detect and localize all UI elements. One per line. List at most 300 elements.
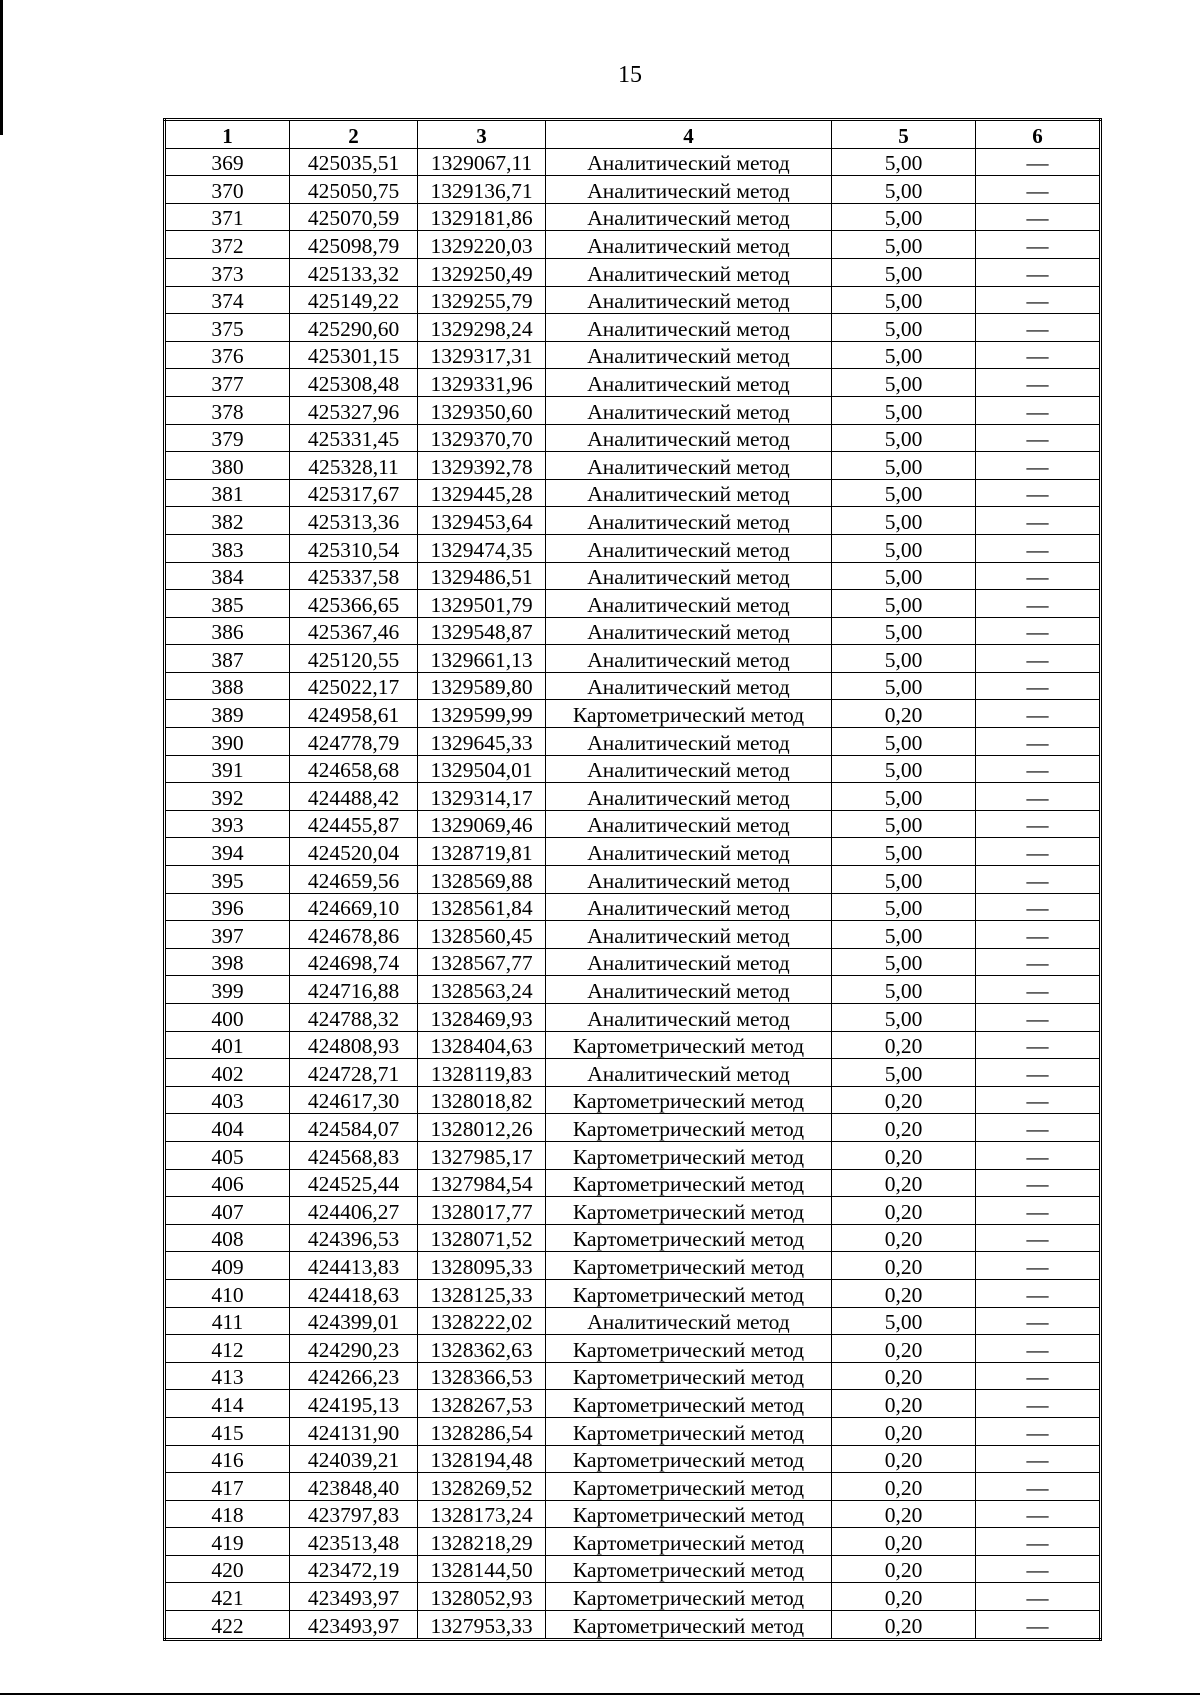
table-row [165, 148, 1101, 176]
x-coordinate-cell: 425308,48 [290, 369, 418, 397]
y-coordinate-cell: 1328469,93 [418, 1004, 546, 1032]
table-row [165, 645, 1101, 673]
point-number-cell: 408 [165, 1224, 290, 1252]
point-number-cell: 407 [165, 1197, 290, 1225]
table-row [165, 921, 1101, 949]
x-coordinate-cell: 424658,68 [290, 755, 418, 783]
description-cell: — [976, 369, 1101, 397]
accuracy-cell: 5,00 [832, 838, 976, 866]
y-coordinate-cell: 1329661,13 [418, 645, 546, 673]
table-row [165, 1445, 1101, 1473]
point-number-cell: 401 [165, 1031, 290, 1059]
description-cell: — [976, 258, 1101, 286]
y-coordinate-cell: 1328567,77 [418, 948, 546, 976]
description-cell: — [976, 1031, 1101, 1059]
y-coordinate-cell: 1328366,53 [418, 1362, 546, 1390]
description-cell: — [976, 976, 1101, 1004]
point-number-cell: 405 [165, 1141, 290, 1169]
table-row [165, 1252, 1101, 1280]
table-row [165, 976, 1101, 1004]
page-number: 15 [618, 62, 642, 88]
accuracy-cell: 5,00 [832, 672, 976, 700]
accuracy-cell: 0,20 [832, 1445, 976, 1473]
method-cell: Аналитический метод [546, 562, 832, 590]
method-cell: Картометрический метод [546, 1252, 832, 1280]
accuracy-cell: 5,00 [832, 1307, 976, 1335]
accuracy-cell: 5,00 [832, 893, 976, 921]
column-header: 6 [976, 120, 1101, 149]
y-coordinate-cell: 1328071,52 [418, 1224, 546, 1252]
y-coordinate-cell: 1329589,80 [418, 672, 546, 700]
y-coordinate-cell: 1329067,11 [418, 148, 546, 176]
accuracy-cell: 5,00 [832, 258, 976, 286]
method-cell: Картометрический метод [546, 1473, 832, 1501]
y-coordinate-cell: 1328144,50 [418, 1555, 546, 1583]
description-cell: — [976, 1279, 1101, 1307]
point-number-cell: 393 [165, 810, 290, 838]
x-coordinate-cell: 424788,32 [290, 1004, 418, 1032]
y-coordinate-cell: 1328563,24 [418, 976, 546, 1004]
table-row [165, 1004, 1101, 1032]
x-coordinate-cell: 425317,67 [290, 479, 418, 507]
method-cell: Картометрический метод [546, 1417, 832, 1445]
x-coordinate-cell: 424778,79 [290, 728, 418, 756]
description-cell: — [976, 1611, 1101, 1640]
accuracy-cell: 0,20 [832, 1086, 976, 1114]
x-coordinate-cell: 424520,04 [290, 838, 418, 866]
method-cell: Аналитический метод [546, 838, 832, 866]
point-number-cell: 383 [165, 534, 290, 562]
description-cell: — [976, 148, 1101, 176]
accuracy-cell: 0,20 [832, 1031, 976, 1059]
y-coordinate-cell: 1328560,45 [418, 921, 546, 949]
point-number-cell: 418 [165, 1500, 290, 1528]
table-row [165, 1307, 1101, 1335]
x-coordinate-cell: 425098,79 [290, 231, 418, 259]
x-coordinate-cell: 424406,27 [290, 1197, 418, 1225]
method-cell: Аналитический метод [546, 672, 832, 700]
method-cell: Аналитический метод [546, 810, 832, 838]
point-number-cell: 369 [165, 148, 290, 176]
point-number-cell: 375 [165, 314, 290, 342]
description-cell: — [976, 921, 1101, 949]
column-header: 2 [290, 120, 418, 149]
column-header: 5 [832, 120, 976, 149]
description-cell: — [976, 590, 1101, 618]
method-cell: Аналитический метод [546, 148, 832, 176]
method-cell: Аналитический метод [546, 1059, 832, 1087]
accuracy-cell: 0,20 [832, 1555, 976, 1583]
accuracy-cell: 5,00 [832, 866, 976, 894]
x-coordinate-cell: 424659,56 [290, 866, 418, 894]
column-header: 1 [165, 120, 290, 149]
table-row [165, 755, 1101, 783]
accuracy-cell: 0,20 [832, 1114, 976, 1142]
point-number-cell: 387 [165, 645, 290, 673]
accuracy-cell: 5,00 [832, 534, 976, 562]
description-cell: — [976, 1224, 1101, 1252]
method-cell: Картометрический метод [546, 1114, 832, 1142]
x-coordinate-cell: 425367,46 [290, 617, 418, 645]
y-coordinate-cell: 1329250,49 [418, 258, 546, 286]
y-coordinate-cell: 1329220,03 [418, 231, 546, 259]
method-cell: Аналитический метод [546, 755, 832, 783]
table-row [165, 590, 1101, 618]
accuracy-cell: 5,00 [832, 203, 976, 231]
y-coordinate-cell: 1328719,81 [418, 838, 546, 866]
accuracy-cell: 5,00 [832, 810, 976, 838]
header-row [165, 120, 1101, 149]
description-cell: — [976, 617, 1101, 645]
table-row [165, 396, 1101, 424]
y-coordinate-cell: 1329370,70 [418, 424, 546, 452]
table-row [165, 314, 1101, 342]
method-cell: Аналитический метод [546, 1307, 832, 1335]
method-cell: Картометрический метод [546, 1500, 832, 1528]
y-coordinate-cell: 1328052,93 [418, 1583, 546, 1611]
y-coordinate-cell: 1329181,86 [418, 203, 546, 231]
y-coordinate-cell: 1328125,33 [418, 1279, 546, 1307]
table-row [165, 534, 1101, 562]
description-cell: — [976, 452, 1101, 480]
y-coordinate-cell: 1328286,54 [418, 1417, 546, 1445]
table-row [165, 1611, 1101, 1640]
x-coordinate-cell: 424568,83 [290, 1141, 418, 1169]
method-cell: Аналитический метод [546, 617, 832, 645]
description-cell: — [976, 1004, 1101, 1032]
accuracy-cell: 0,20 [832, 1528, 976, 1556]
y-coordinate-cell: 1329486,51 [418, 562, 546, 590]
y-coordinate-cell: 1329350,60 [418, 396, 546, 424]
x-coordinate-cell: 424039,21 [290, 1445, 418, 1473]
accuracy-cell: 5,00 [832, 341, 976, 369]
x-coordinate-cell: 424669,10 [290, 893, 418, 921]
y-coordinate-cell: 1329392,78 [418, 452, 546, 480]
x-coordinate-cell: 425120,55 [290, 645, 418, 673]
point-number-cell: 380 [165, 452, 290, 480]
x-coordinate-cell: 425050,75 [290, 176, 418, 204]
accuracy-cell: 0,20 [832, 1252, 976, 1280]
accuracy-cell: 5,00 [832, 424, 976, 452]
x-coordinate-cell: 424195,13 [290, 1390, 418, 1418]
point-number-cell: 396 [165, 893, 290, 921]
column-header: 3 [418, 120, 546, 149]
method-cell: Аналитический метод [546, 921, 832, 949]
x-coordinate-cell: 423848,40 [290, 1473, 418, 1501]
point-number-cell: 400 [165, 1004, 290, 1032]
method-cell: Аналитический метод [546, 645, 832, 673]
table-row [165, 1059, 1101, 1087]
accuracy-cell: 0,20 [832, 700, 976, 728]
x-coordinate-cell: 425331,45 [290, 424, 418, 452]
description-cell: — [976, 672, 1101, 700]
method-cell: Аналитический метод [546, 341, 832, 369]
method-cell: Аналитический метод [546, 1004, 832, 1032]
y-coordinate-cell: 1329136,71 [418, 176, 546, 204]
x-coordinate-cell: 424808,93 [290, 1031, 418, 1059]
x-coordinate-cell: 424617,30 [290, 1086, 418, 1114]
method-cell: Картометрический метод [546, 1335, 832, 1363]
y-coordinate-cell: 1328267,53 [418, 1390, 546, 1418]
description-cell: — [976, 341, 1101, 369]
x-coordinate-cell: 423513,48 [290, 1528, 418, 1556]
y-coordinate-cell: 1329331,96 [418, 369, 546, 397]
table-row [165, 1086, 1101, 1114]
description-cell: — [976, 507, 1101, 535]
x-coordinate-cell: 425310,54 [290, 534, 418, 562]
description-cell: — [976, 286, 1101, 314]
y-coordinate-cell: 1328119,83 [418, 1059, 546, 1087]
y-coordinate-cell: 1329501,79 [418, 590, 546, 618]
accuracy-cell: 0,20 [832, 1197, 976, 1225]
table-row [165, 700, 1101, 728]
table-row [165, 1583, 1101, 1611]
accuracy-cell: 5,00 [832, 783, 976, 811]
accuracy-cell: 5,00 [832, 1004, 976, 1032]
method-cell: Картометрический метод [546, 700, 832, 728]
coordinates-table-container [163, 118, 1099, 1641]
x-coordinate-cell: 424290,23 [290, 1335, 418, 1363]
x-coordinate-cell: 424399,01 [290, 1307, 418, 1335]
point-number-cell: 388 [165, 672, 290, 700]
x-coordinate-cell: 424266,23 [290, 1362, 418, 1390]
point-number-cell: 409 [165, 1252, 290, 1280]
point-number-cell: 415 [165, 1417, 290, 1445]
description-cell: — [976, 562, 1101, 590]
accuracy-cell: 5,00 [832, 231, 976, 259]
method-cell: Аналитический метод [546, 976, 832, 1004]
accuracy-cell: 5,00 [832, 507, 976, 535]
y-coordinate-cell: 1329298,24 [418, 314, 546, 342]
method-cell: Картометрический метод [546, 1141, 832, 1169]
accuracy-cell: 0,20 [832, 1169, 976, 1197]
x-coordinate-cell: 423493,97 [290, 1583, 418, 1611]
point-number-cell: 384 [165, 562, 290, 590]
method-cell: Картометрический метод [546, 1279, 832, 1307]
x-coordinate-cell: 425133,32 [290, 258, 418, 286]
method-cell: Аналитический метод [546, 783, 832, 811]
accuracy-cell: 0,20 [832, 1141, 976, 1169]
method-cell: Аналитический метод [546, 479, 832, 507]
point-number-cell: 398 [165, 948, 290, 976]
table-row [165, 1031, 1101, 1059]
point-number-cell: 403 [165, 1086, 290, 1114]
y-coordinate-cell: 1329314,17 [418, 783, 546, 811]
table-row [165, 1224, 1101, 1252]
accuracy-cell: 0,20 [832, 1473, 976, 1501]
description-cell: — [976, 1197, 1101, 1225]
method-cell: Аналитический метод [546, 203, 832, 231]
point-number-cell: 374 [165, 286, 290, 314]
y-coordinate-cell: 1328095,33 [418, 1252, 546, 1280]
y-coordinate-cell: 1329255,79 [418, 286, 546, 314]
point-number-cell: 411 [165, 1307, 290, 1335]
description-cell: — [976, 1583, 1101, 1611]
x-coordinate-cell: 424525,44 [290, 1169, 418, 1197]
y-coordinate-cell: 1328404,63 [418, 1031, 546, 1059]
description-cell: — [976, 948, 1101, 976]
y-coordinate-cell: 1328018,82 [418, 1086, 546, 1114]
method-cell: Аналитический метод [546, 258, 832, 286]
y-coordinate-cell: 1328561,84 [418, 893, 546, 921]
point-number-cell: 420 [165, 1555, 290, 1583]
point-number-cell: 370 [165, 176, 290, 204]
point-number-cell: 379 [165, 424, 290, 452]
description-cell: — [976, 783, 1101, 811]
point-number-cell: 378 [165, 396, 290, 424]
point-number-cell: 402 [165, 1059, 290, 1087]
table-row [165, 783, 1101, 811]
accuracy-cell: 0,20 [832, 1500, 976, 1528]
accuracy-cell: 5,00 [832, 948, 976, 976]
accuracy-cell: 5,00 [832, 286, 976, 314]
table-row [165, 1114, 1101, 1142]
description-cell: — [976, 314, 1101, 342]
point-number-cell: 397 [165, 921, 290, 949]
description-cell: — [976, 1390, 1101, 1418]
point-number-cell: 413 [165, 1362, 290, 1390]
x-coordinate-cell: 424396,53 [290, 1224, 418, 1252]
point-number-cell: 385 [165, 590, 290, 618]
method-cell: Картометрический метод [546, 1224, 832, 1252]
accuracy-cell: 0,20 [832, 1390, 976, 1418]
accuracy-cell: 0,20 [832, 1611, 976, 1640]
accuracy-cell: 5,00 [832, 728, 976, 756]
method-cell: Аналитический метод [546, 866, 832, 894]
point-number-cell: 422 [165, 1611, 290, 1640]
accuracy-cell: 0,20 [832, 1279, 976, 1307]
accuracy-cell: 5,00 [832, 562, 976, 590]
description-cell: — [976, 479, 1101, 507]
accuracy-cell: 0,20 [832, 1362, 976, 1390]
point-number-cell: 373 [165, 258, 290, 286]
table-row [165, 1279, 1101, 1307]
accuracy-cell: 0,20 [832, 1335, 976, 1363]
description-cell: — [976, 838, 1101, 866]
description-cell: — [976, 1417, 1101, 1445]
accuracy-cell: 5,00 [832, 452, 976, 480]
y-coordinate-cell: 1327985,17 [418, 1141, 546, 1169]
description-cell: — [976, 424, 1101, 452]
description-cell: — [976, 1059, 1101, 1087]
method-cell: Картометрический метод [546, 1528, 832, 1556]
description-cell: — [976, 176, 1101, 204]
point-number-cell: 382 [165, 507, 290, 535]
method-cell: Аналитический метод [546, 534, 832, 562]
accuracy-cell: 5,00 [832, 396, 976, 424]
table-row [165, 507, 1101, 535]
coordinates-table [163, 118, 1102, 1641]
accuracy-cell: 0,20 [832, 1417, 976, 1445]
table-row [165, 1362, 1101, 1390]
method-cell: Картометрический метод [546, 1583, 832, 1611]
description-cell: — [976, 1169, 1101, 1197]
method-cell: Картометрический метод [546, 1169, 832, 1197]
table-row [165, 452, 1101, 480]
description-cell: — [976, 396, 1101, 424]
table-row [165, 1197, 1101, 1225]
method-cell: Картометрический метод [546, 1086, 832, 1114]
table-row [165, 1141, 1101, 1169]
table-row [165, 231, 1101, 259]
point-number-cell: 390 [165, 728, 290, 756]
y-coordinate-cell: 1329599,99 [418, 700, 546, 728]
description-cell: — [976, 1141, 1101, 1169]
accuracy-cell: 5,00 [832, 176, 976, 204]
table-row [165, 1555, 1101, 1583]
y-coordinate-cell: 1328269,52 [418, 1473, 546, 1501]
description-cell: — [976, 700, 1101, 728]
description-cell: — [976, 1555, 1101, 1583]
table-row [165, 1390, 1101, 1418]
description-cell: — [976, 1335, 1101, 1363]
method-cell: Аналитический метод [546, 231, 832, 259]
accuracy-cell: 0,20 [832, 1224, 976, 1252]
accuracy-cell: 5,00 [832, 1059, 976, 1087]
method-cell: Аналитический метод [546, 369, 832, 397]
table-row [165, 728, 1101, 756]
point-number-cell: 404 [165, 1114, 290, 1142]
description-cell: — [976, 1500, 1101, 1528]
method-cell: Аналитический метод [546, 452, 832, 480]
x-coordinate-cell: 424488,42 [290, 783, 418, 811]
point-number-cell: 416 [165, 1445, 290, 1473]
description-cell: — [976, 534, 1101, 562]
description-cell: — [976, 1528, 1101, 1556]
method-cell: Картометрический метод [546, 1031, 832, 1059]
point-number-cell: 399 [165, 976, 290, 1004]
table-row [165, 369, 1101, 397]
x-coordinate-cell: 425313,36 [290, 507, 418, 535]
point-number-cell: 395 [165, 866, 290, 894]
description-cell: — [976, 728, 1101, 756]
description-cell: — [976, 755, 1101, 783]
accuracy-cell: 5,00 [832, 645, 976, 673]
x-coordinate-cell: 424418,63 [290, 1279, 418, 1307]
table-row [165, 203, 1101, 231]
x-coordinate-cell: 425070,59 [290, 203, 418, 231]
x-coordinate-cell: 424584,07 [290, 1114, 418, 1142]
accuracy-cell: 5,00 [832, 755, 976, 783]
x-coordinate-cell: 424716,88 [290, 976, 418, 1004]
point-number-cell: 386 [165, 617, 290, 645]
accuracy-cell: 5,00 [832, 479, 976, 507]
accuracy-cell: 5,00 [832, 314, 976, 342]
y-coordinate-cell: 1328173,24 [418, 1500, 546, 1528]
description-cell: — [976, 1362, 1101, 1390]
table-row [165, 258, 1101, 286]
table-row [165, 810, 1101, 838]
point-number-cell: 414 [165, 1390, 290, 1418]
description-cell: — [976, 1445, 1101, 1473]
y-coordinate-cell: 1329445,28 [418, 479, 546, 507]
x-coordinate-cell: 425366,65 [290, 590, 418, 618]
x-coordinate-cell: 425149,22 [290, 286, 418, 314]
point-number-cell: 381 [165, 479, 290, 507]
table-row [165, 286, 1101, 314]
table-row [165, 176, 1101, 204]
description-cell: — [976, 645, 1101, 673]
method-cell: Картометрический метод [546, 1390, 832, 1418]
method-cell: Аналитический метод [546, 314, 832, 342]
point-number-cell: 389 [165, 700, 290, 728]
table-row [165, 1169, 1101, 1197]
point-number-cell: 392 [165, 783, 290, 811]
x-coordinate-cell: 424413,83 [290, 1252, 418, 1280]
x-coordinate-cell: 423493,97 [290, 1611, 418, 1640]
method-cell: Аналитический метод [546, 507, 832, 535]
accuracy-cell: 0,20 [832, 1583, 976, 1611]
